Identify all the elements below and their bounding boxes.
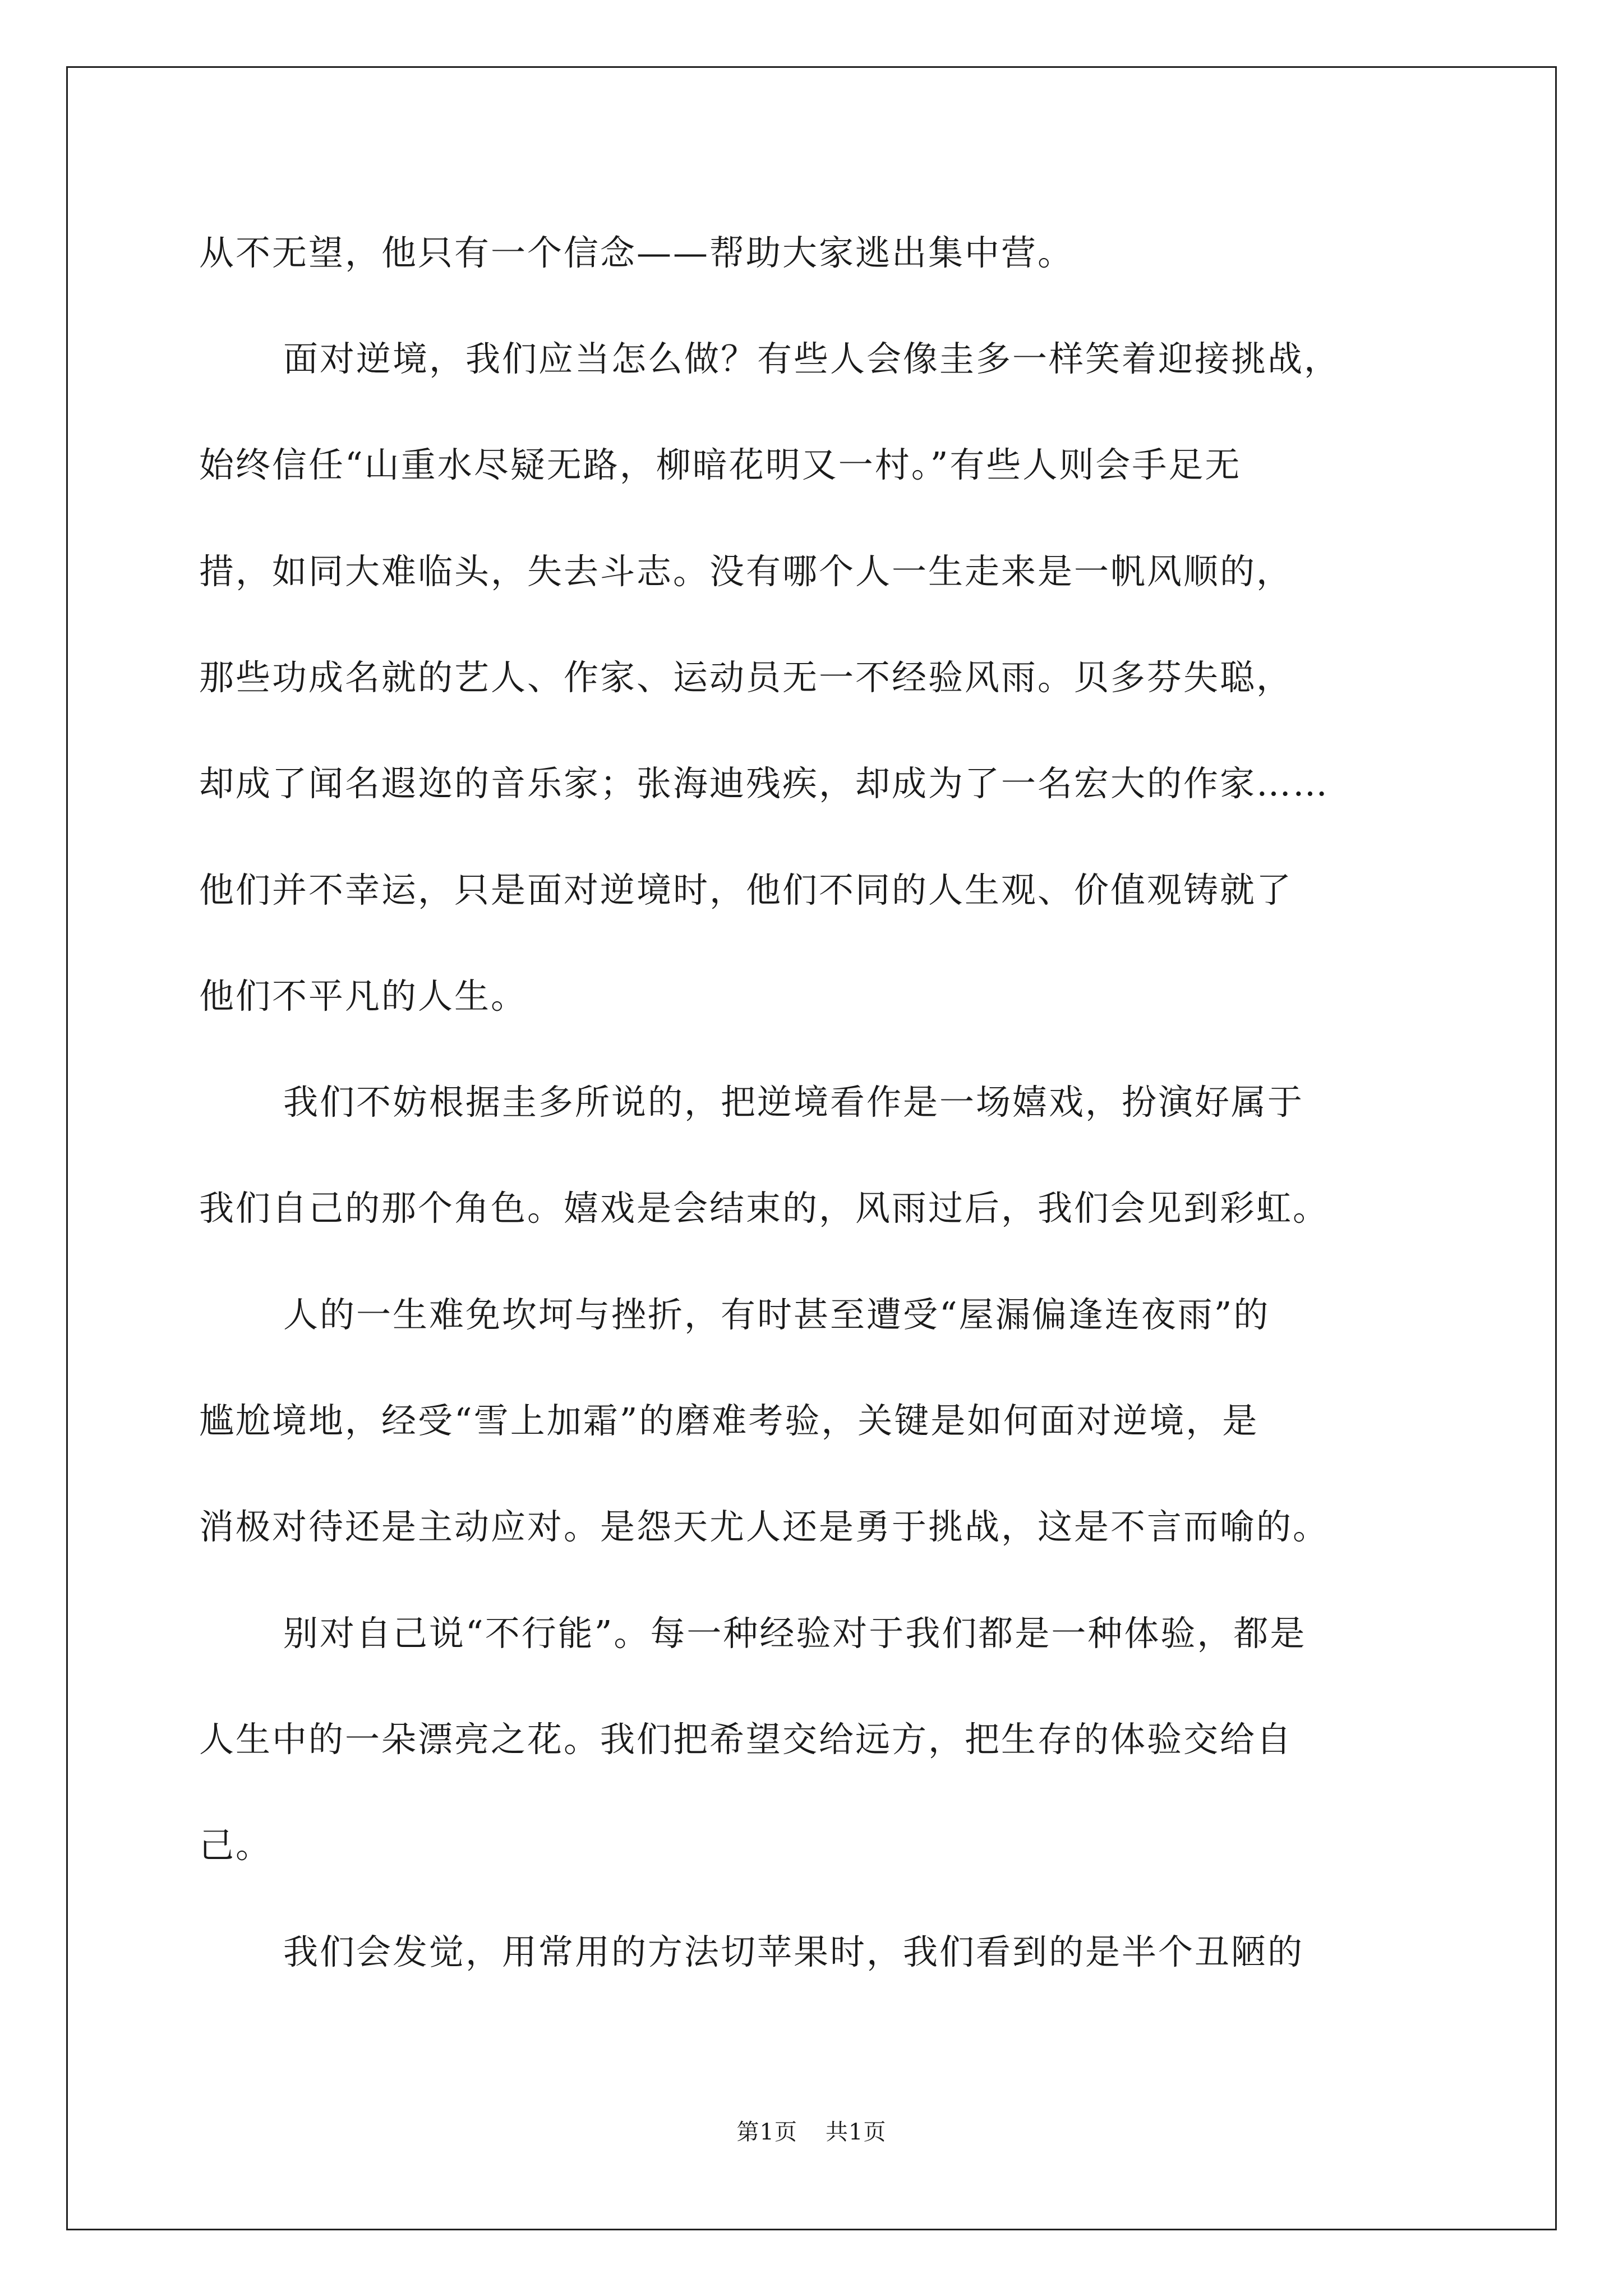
body-line: 消极对待还是主动应对。是怨天尤人还是勇于挑战，这是不言而喻的。: [199, 1506, 1330, 1547]
body-line: 我们自己的那个角色。嬉戏是会结束的，风雨过后，我们会见到彩虹。: [199, 1188, 1330, 1228]
body-line: 己。: [199, 1825, 273, 1866]
body-line: 措，如同大难临头，失去斗志。没有哪个人一生走来是一帆风顺的，: [199, 551, 1293, 592]
body-line: 他们并不幸运，只是面对逆境时，他们不同的人生观、价值观铸就了: [199, 869, 1293, 910]
body-line: 却成了闻名遐迩的音乐家；张海迪残疾，却成为了一名宏大的作家……: [199, 763, 1330, 804]
body-line: 从不无望，他只有一个信念——帮助大家逃出集中营。: [199, 232, 1075, 273]
body-line: 那些功成名就的艺人、作家、运动员无一不经验风雨。贝多芬失聪，: [199, 657, 1293, 698]
body-line: 尴尬境地，经受“雪上加霜”的磨难考验，关键是如何面对逆境，是: [199, 1400, 1259, 1441]
page-total: 共1页: [826, 2119, 887, 2145]
paragraph-first-line: 别对自己说“不行能”。每一种经验对于我们都是一种体验，都是: [283, 1613, 1307, 1654]
body-line: 始终信任“山重水尽疑无路，柳暗花明又一村。”有些人则会手足无: [199, 444, 1242, 485]
body-line: 他们不平凡的人生。: [199, 976, 528, 1016]
page-footer: [0, 2121, 1623, 2143]
body-line: 人生中的一朵漂亮之花。我们把希望交给远方，把生存的体验交给自: [199, 1719, 1293, 1760]
page-number: 第1页: [736, 2119, 797, 2145]
page-border: [66, 66, 1557, 2230]
paragraph-first-line: 我们会发觉，用常用的方法切苹果时，我们看到的是半个丑陋的: [283, 1931, 1304, 1972]
paragraph-first-line: 人的一生难免坎坷与挫折，有时甚至遭受“屋漏偏逢连夜雨”的: [283, 1294, 1270, 1335]
paragraph-first-line: 面对逆境，我们应当怎么做？有些人会像圭多一样笑着迎接挑战，: [283, 338, 1341, 379]
paragraph-first-line: 我们不妨根据圭多所说的，把逆境看作是一场嬉戏，扮演好属于: [283, 1082, 1304, 1122]
